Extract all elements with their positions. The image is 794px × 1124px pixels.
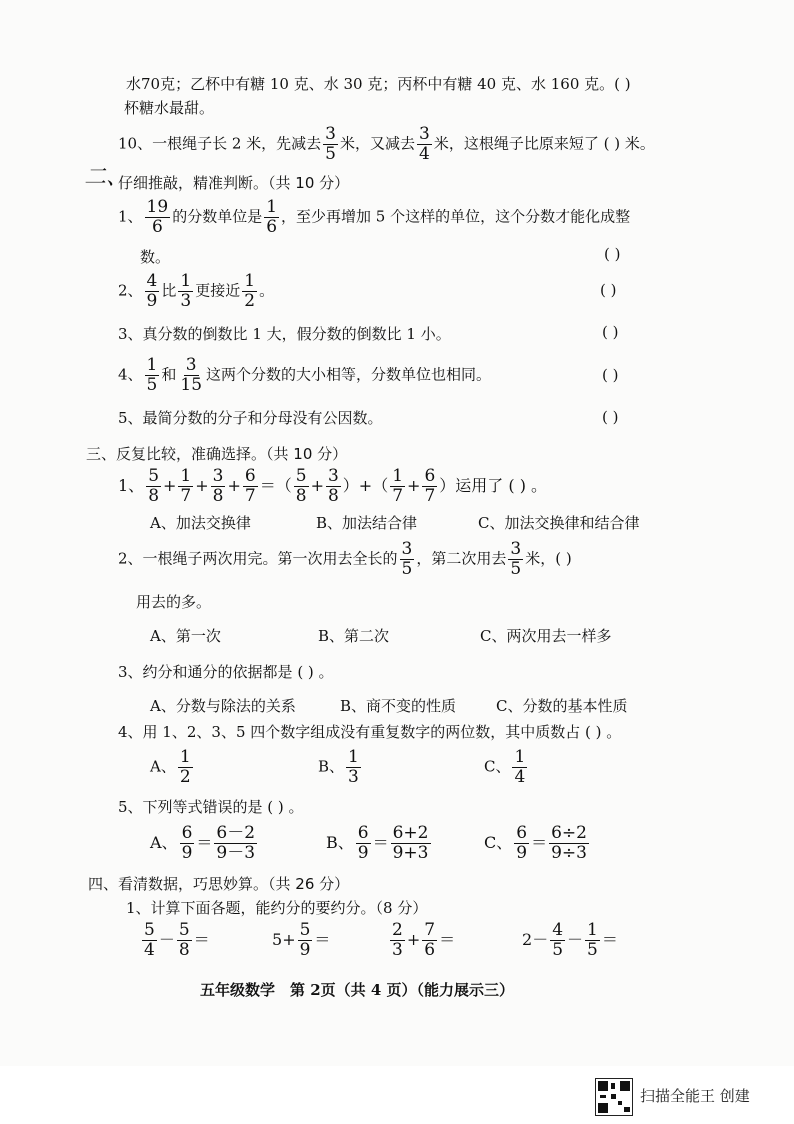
q9-line2: 杯糖水最甜。	[124, 99, 215, 117]
s2-item4: 4、 $\frac{1}{5}$ 和 $\frac{3}{15}$ 这两个分数的大小相等，分数单位也相同。	[118, 355, 492, 395]
fraction: $\frac{1}{6}$	[266, 197, 278, 237]
answer-paren[interactable]: ( )	[602, 408, 619, 426]
choice-c[interactable]: C、 $\frac{6}{9}$ ＝ $\frac{6\div 2}{9\div 3}$	[484, 823, 587, 863]
choice-a[interactable]: A、 $\frac{1}{2}$	[150, 747, 191, 787]
s3-q2: 2、一根绳子两次用完。第一次用去全长的 $\frac{3}{5}$ ，第二次用去 $\frac{3}{5}$ 米，( )	[118, 539, 572, 579]
choice-b[interactable]: B、加法结合律	[316, 514, 418, 532]
choice-a[interactable]: A、加法交换律	[150, 514, 251, 532]
s3-q5: 5、下列等式错误的是 ( ) 。	[118, 798, 304, 816]
calc-1[interactable]: $\frac{5}{4}$ － $\frac{5}{8}$ ＝	[144, 920, 210, 960]
q10-line: 10、一根绳子长 2 米，先减去 $\frac{3}{5}$ 米，又减去 $\frac{3}{4}$ 米，这根绳子比原来短了 ( ) 米。	[118, 124, 655, 164]
s3-q3: 3、约分和通分的依据都是 ( ) 。	[118, 663, 334, 681]
s2-item1: 1、 $\frac{19}{6}$ 的分数单位是 $\frac{1}{6}$ ，至少再增加 5 个这样的单位，这个分数才能化成整	[118, 197, 631, 237]
calc-2[interactable]: 5+ $\frac{5}{9}$ ＝	[272, 920, 331, 960]
section2-mark: 二、	[84, 165, 129, 190]
section3-title: 三、反复比较，准确选择。（共 10 分）	[86, 445, 348, 463]
s2-item1-cont: 数。	[140, 248, 171, 266]
fraction: $\frac{19}{6}$	[146, 197, 169, 237]
answer-paren[interactable]: ( )	[604, 245, 621, 263]
choice-b[interactable]: B、 $\frac{1}{3}$	[318, 747, 359, 787]
choice-a[interactable]: A、分数与除法的关系	[150, 697, 296, 715]
calc-4[interactable]: 2－ $\frac{4}{5}$ － $\frac{1}{5}$ ＝	[522, 920, 618, 960]
answer-paren[interactable]: ( )	[600, 281, 617, 299]
s3-q1: 1、 $\frac{5}{8}$ + $\frac{1}{7}$ + $\frac{3}{8}$ + $\frac{6}{7}$ ＝（ $\frac{5}{8}$ + $\frac{3}{8}$ ）+（ $\frac{1}{7}$ + $\frac{6}{7}$ ）运用了 ( ) 。	[118, 466, 548, 506]
fraction: $\frac{3}{15}$	[180, 355, 203, 395]
s3-q4: 4、用 1、2、3、5 四个数字组成没有重复数字的两位数，其中质数占 ( ) 。	[118, 723, 622, 741]
s3-q2-cont: 用去的多。	[136, 593, 212, 611]
s4-sub1: 1、计算下面各题，能约分的要约分。（8 分）	[126, 899, 428, 917]
answer-paren[interactable]: ( )	[602, 323, 619, 341]
choice-c[interactable]: C、加法交换律和结合律	[478, 514, 640, 532]
choice-b[interactable]: B、第二次	[318, 627, 390, 645]
choice-c[interactable]: C、两次用去一样多	[480, 627, 612, 645]
choice-c[interactable]: C、分数的基本性质	[496, 697, 628, 715]
choice-a[interactable]: A、 $\frac{6}{9}$ ＝ $\frac{6-2}{9-3}$	[150, 823, 256, 863]
s2-item2: 2、 $\frac{4}{9}$ 比 $\frac{1}{3}$ 更接近 $\frac{1}{2}$ 。	[118, 271, 275, 311]
q10-text-prefix: 10、一根绳子长 2 米，先减去	[118, 134, 322, 153]
page-footer: 五年级数学 第 2页（共 4 页）（能力展示三）	[200, 981, 515, 999]
choice-c[interactable]: C、 $\frac{1}{4}$	[484, 747, 526, 787]
answer-paren[interactable]: ( )	[602, 366, 619, 384]
fraction: $\frac{4}{9}$	[146, 271, 158, 311]
section4-title: 四、看清数据，巧思妙算。（共 26 分）	[88, 875, 350, 893]
s2-item5: 5、最简分数的分子和分母没有公因数。	[118, 409, 383, 427]
calc-3[interactable]: $\frac{2}{3}$ + $\frac{7}{6}$ ＝	[392, 920, 456, 960]
s2-item3: 3、真分数的倒数比 1 大，假分数的倒数比 1 小。	[118, 325, 451, 343]
qr-code-icon	[595, 1078, 633, 1116]
q9-line1: 水70克；乙杯中有糖 10 克、水 30 克；丙杯中有糖 40 克、水 160 克。( )	[126, 75, 631, 93]
fraction: $\frac{1}{2}$	[244, 271, 256, 311]
choice-a[interactable]: A、第一次	[150, 627, 221, 645]
fraction: $\frac{1}{5}$	[146, 355, 158, 395]
choice-b[interactable]: B、 $\frac{6}{9}$ ＝ $\frac{6+2}{9+3}$	[326, 823, 429, 863]
fraction: $\frac{3}{5}$	[325, 124, 336, 164]
fraction: $\frac{3}{4}$	[419, 124, 430, 164]
scanner-credit: 扫描全能王 创建	[640, 1087, 750, 1105]
section2-title: 仔细推敲，精准判断。（共 10 分）	[118, 174, 350, 192]
fraction: $\frac{1}{3}$	[180, 271, 192, 311]
choice-b[interactable]: B、商不变的性质	[340, 697, 457, 715]
